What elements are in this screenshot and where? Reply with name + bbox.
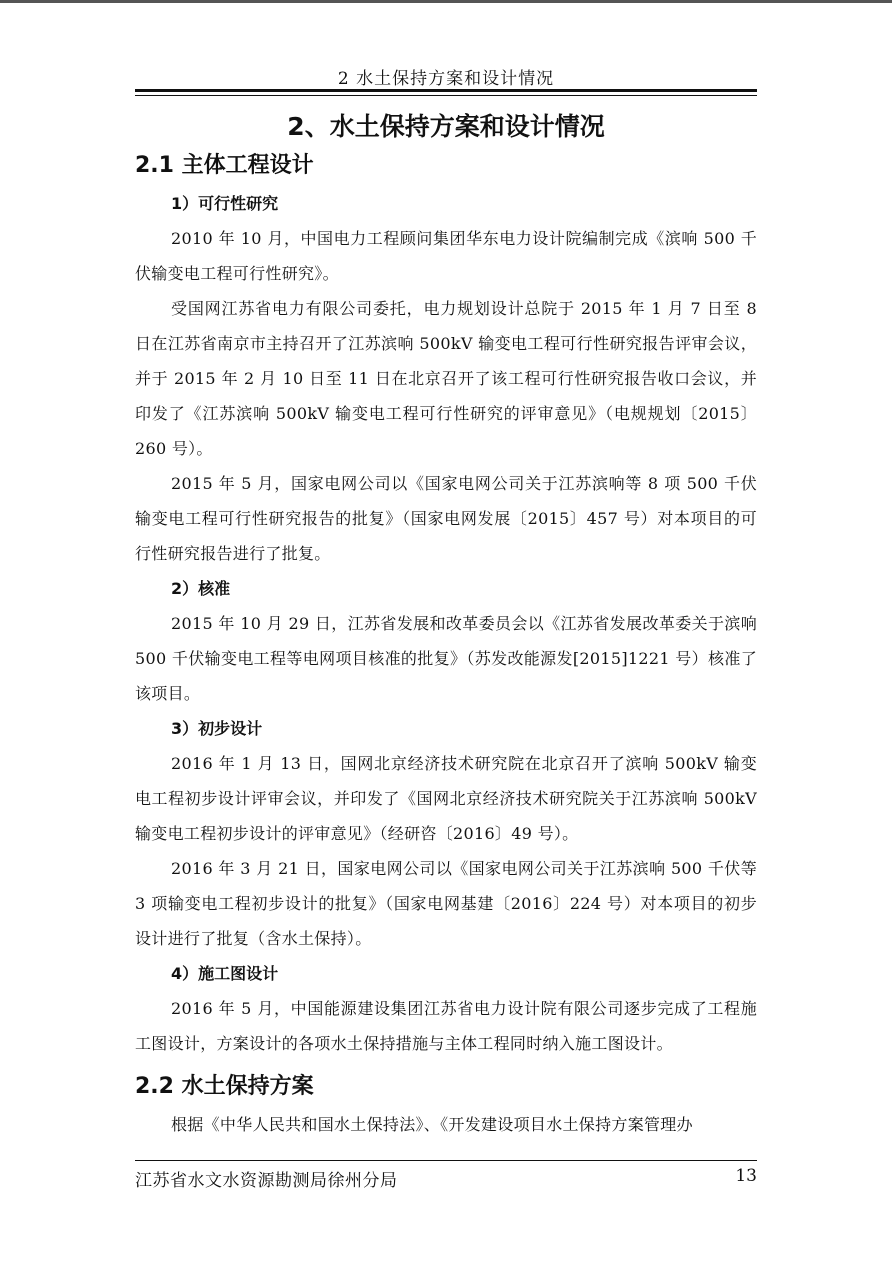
section-2-2-title: 2.2 水土保持方案 [135, 1074, 314, 1099]
approval-heading: 2）核准 [171, 579, 231, 598]
page-number: 13 [735, 1166, 757, 1186]
preliminary-design-paragraph-2: 2016 年 3 月 21 日，国家电网公司以《国家电网公司关于江苏滨响 500 千伏等 3 项输变电工程初步设计的批复》（国家电网基建〔2016〕224 号）对本项目的初步设计进行了批复（含水土保持）。 [135, 859, 757, 948]
preliminary-design-paragraph-1: 2016 年 1 月 13 日，国网北京经济技术研究院在北京召开了滨响 500kV 输变电工程初步设计评审会议，并印发了《国网北京经济技术研究院关于江苏滨响 500kV 输变电工程初步设计的评审意见》（经研咨〔2016〕49 号）。 [135, 754, 757, 843]
page-body [135, 108, 757, 1142]
running-header: 2 水土保持方案和设计情况 [337, 69, 555, 89]
construction-drawing-paragraph-1: 2016 年 5 月，中国能源建设集团江苏省电力设计院有限公司逐步完成了工程施工图设计，方案设计的各项水土保持措施与主体工程同时纳入施工图设计。 [135, 999, 757, 1053]
header-rule-thick [135, 89, 757, 92]
chapter-title: 2、水土保持方案和设计情况 [287, 112, 605, 141]
feasibility-heading: 1）可行性研究 [171, 194, 279, 213]
feasibility-paragraph-2: 受国网江苏省电力有限公司委托，电力规划设计总院于 2015 年 1 月 7 日至 8 日在江苏省南京市主持召开了江苏滨响 500kV 输变电工程可行性研究报告评审会议，并于 2015 年 2 月 10 日至 11 日在北京召开了该工程可行性研究报告收口会议，并印发了《江苏滨响 500kV 输变电工程可行性研究的评审意见》（电规规划〔2015〕260 号）。 [135, 299, 757, 458]
footer-rule [135, 1160, 757, 1161]
section-2-1-title: 2.1 主体工程设计 [135, 153, 314, 178]
header-rule-thin [135, 95, 757, 96]
page-top-edge [0, 0, 892, 3]
preliminary-design-heading: 3）初步设计 [171, 719, 263, 738]
approval-paragraph-1: 2015 年 10 月 29 日，江苏省发展和改革委员会以《江苏省发展改革委关于滨响 500 千伏输变电工程等电网项目核准的批复》（苏发改能源发[2015]1221 号）核准了该项目。 [135, 614, 757, 703]
feasibility-paragraph-1: 2010 年 10 月，中国电力工程顾问集团华东电力设计院编制完成《滨响 500 千伏输变电工程可行性研究》。 [135, 229, 757, 283]
footer-organization: 江苏省水文水资源勘测局徐州分局 [135, 1171, 398, 1191]
feasibility-paragraph-3: 2015 年 5 月，国家电网公司以《国家电网公司关于江苏滨响等 8 项 500 千伏输变电工程可行性研究报告的批复》（国家电网发展〔2015〕457 号）对本项目的可行性研究报告进行了批复。 [135, 474, 757, 563]
soil-plan-paragraph-1: 根据《中华人民共和国水土保持法》、《开发建设项目水土保持方案管理办 [171, 1115, 693, 1134]
construction-drawing-heading: 4）施工图设计 [171, 964, 279, 983]
